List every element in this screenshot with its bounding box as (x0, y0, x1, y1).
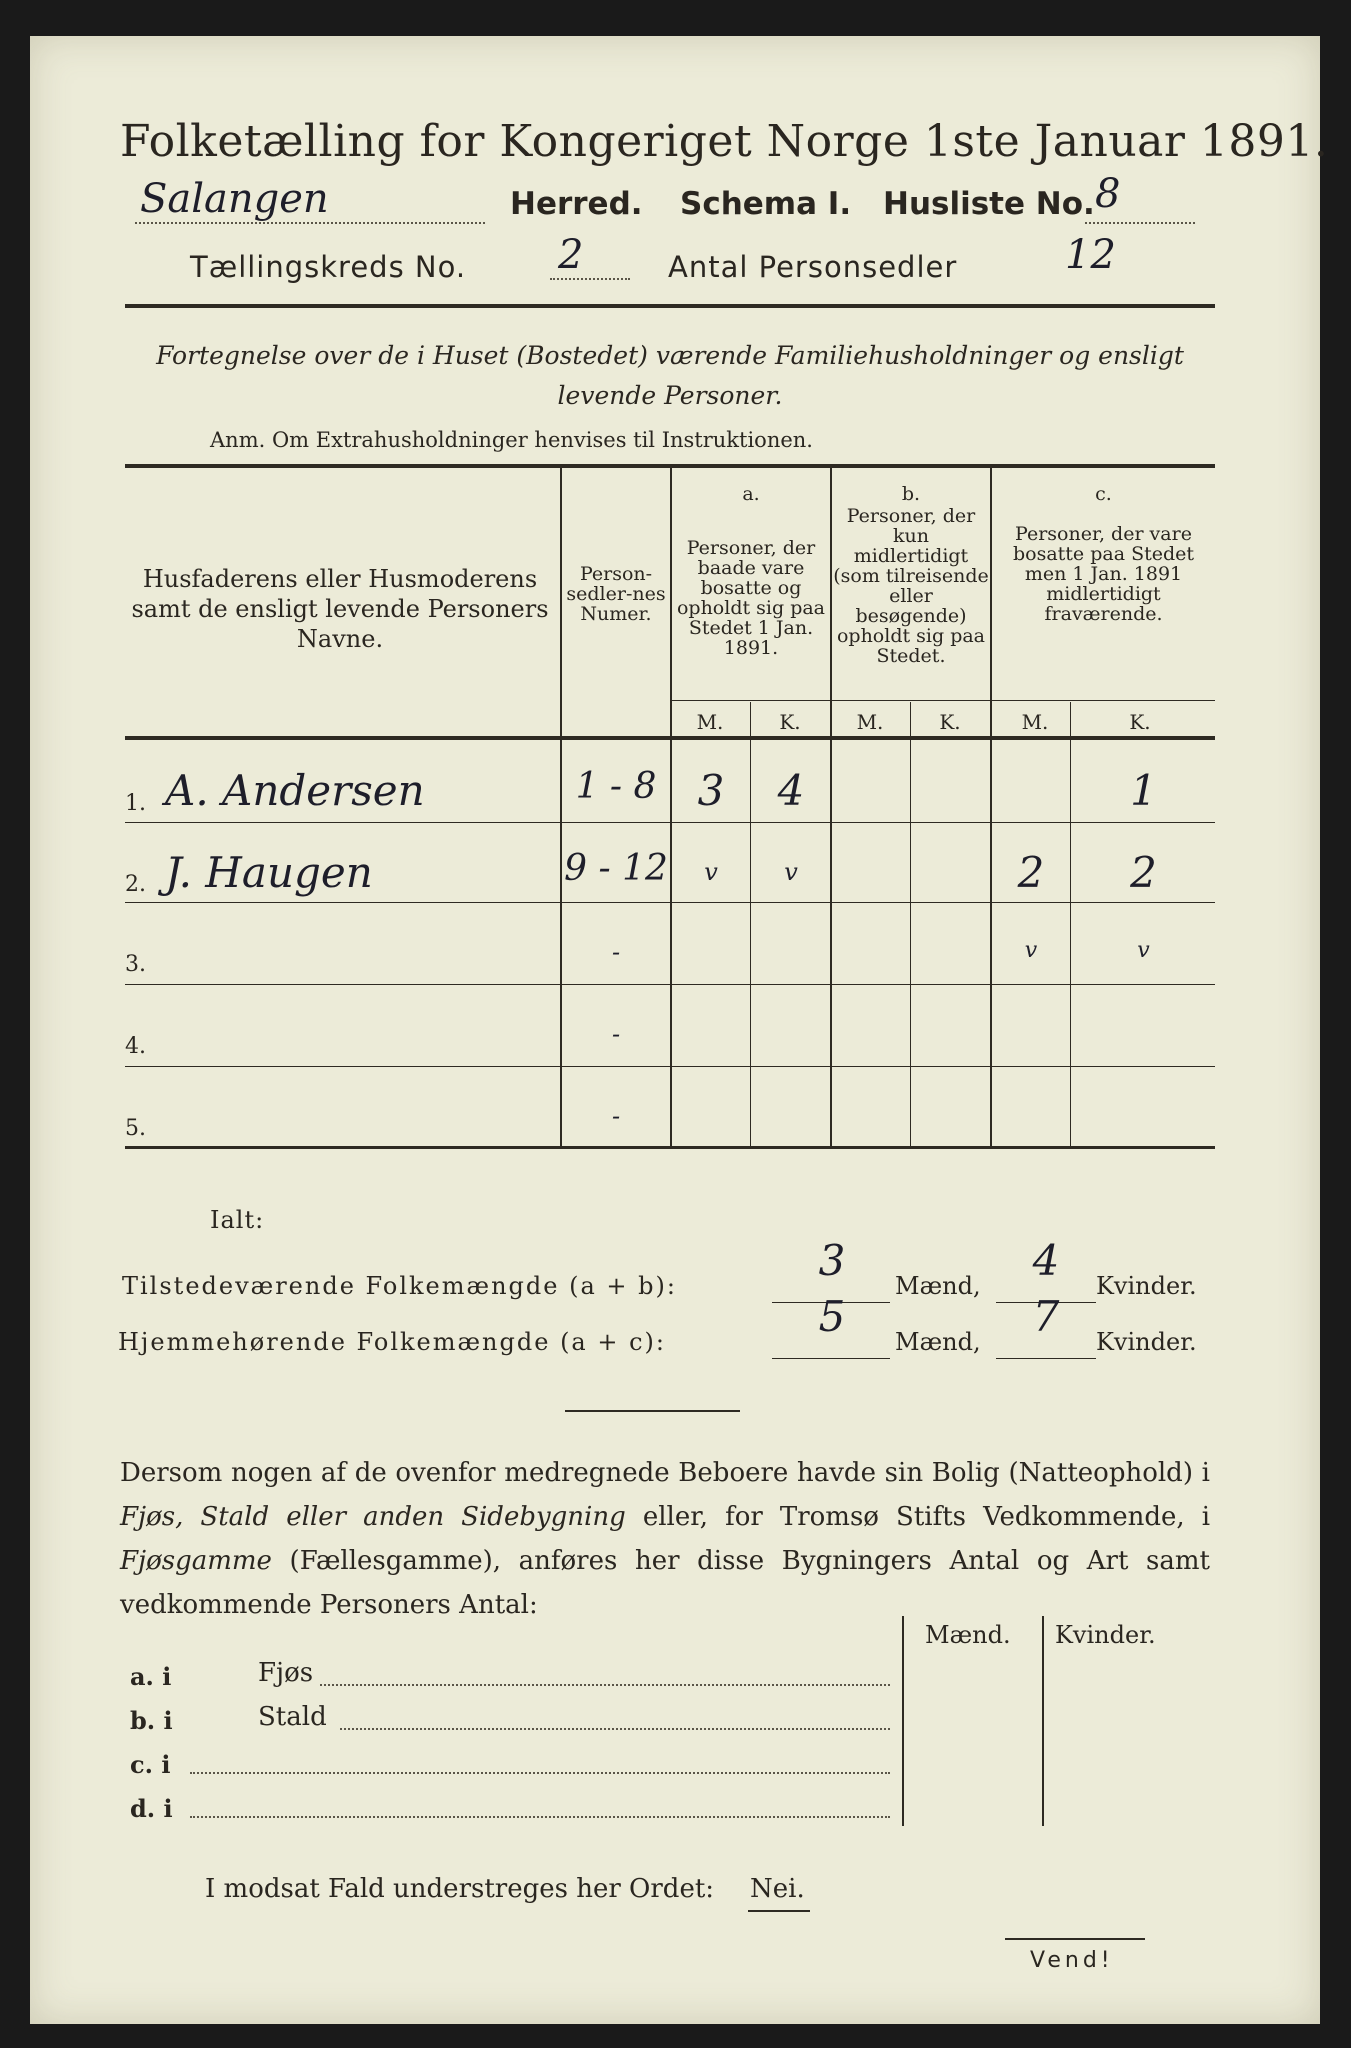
header-a-m: M. (696, 710, 724, 734)
row-number: 3. (125, 952, 146, 977)
para-part-5: (Fællesgamme), anføres her disse Bygningers Antal og Art samt vedkommende Personers Antal: (120, 1546, 1210, 1620)
cell-a-m: v (704, 858, 718, 886)
cell-c-k: 1 (1130, 766, 1157, 815)
row-rule-4 (125, 1066, 1215, 1067)
nei-underline (748, 1910, 810, 1912)
para-part-3: eller, for Tromsø Stifts Vedkommende, i (625, 1502, 1211, 1532)
vend-rule (1005, 1938, 1145, 1940)
row-rule-2 (125, 902, 1215, 903)
header-b-letter: b. (901, 483, 921, 505)
sidebygning-paragraph (120, 1451, 1210, 1627)
building-letter-c: c. i (130, 1750, 171, 1779)
tilst-k-value: 4 (1032, 1236, 1060, 1285)
header-b-text: Personer, der kun midlertidigt (som tilreisende eller besøgende) opholdt sig paa Stedet. (833, 505, 989, 667)
antal-number: 12 (1065, 232, 1116, 278)
person-numbers: - (611, 1102, 621, 1130)
kreds-label: Tællingskreds No. (190, 250, 467, 284)
person-numbers: - (611, 1020, 621, 1048)
building-letter-a: a. i (130, 1662, 172, 1691)
buildings-maend-header: Mænd. (925, 1621, 1011, 1649)
herred-label: Herred. (510, 186, 643, 222)
row-rule-3 (125, 984, 1215, 985)
header-names: Husfaderens eller Husmoderens samt de ensligt levende Personers Navne. (131, 565, 549, 653)
hjem-label: Hjemmehørende Folkemængde (a + c): (118, 1328, 666, 1356)
hjem-k-line (996, 1358, 1096, 1359)
header-c-k: K. (1129, 710, 1151, 734)
cell-c-k: 2 (1130, 848, 1157, 897)
header-c-letter: c. (1095, 483, 1112, 505)
col-divider-4 (990, 466, 992, 1148)
husliste-dotline (1085, 222, 1195, 224)
col-divider-a-mk (750, 702, 751, 1148)
hjem-m-line (772, 1358, 890, 1359)
row-rule-1 (125, 822, 1215, 823)
cell-a-k: 4 (777, 766, 805, 815)
nei-instruction: I modsat Fald understreges her Ordet: (205, 1874, 715, 1904)
section-divider (565, 1410, 740, 1412)
building-letter-d: d. i (130, 1794, 173, 1823)
building-dotline-d (190, 1816, 890, 1818)
header-b-k: K. (939, 710, 961, 734)
col-divider-b-mk (910, 702, 911, 1148)
hjem-m-value: 5 (818, 1292, 846, 1341)
cell-a-m: 3 (697, 766, 725, 815)
header-c-m: M. (1021, 710, 1049, 734)
building-dotline-b (340, 1728, 890, 1730)
header-a-k: K. (779, 710, 801, 734)
hjem-k-value: 7 (1032, 1292, 1060, 1341)
herred-name: Salangen (140, 176, 329, 222)
antal-label: Antal Personsedler (668, 250, 958, 284)
household-name: J. Haugen (165, 848, 373, 897)
person-numbers: 9 - 12 (564, 848, 668, 889)
kreds-dotline (550, 278, 630, 280)
header-a-letter: a. (742, 483, 760, 505)
building-label-stald: Stald (258, 1702, 327, 1732)
header-c-text: Personer, der vare bosatte paa Stedet men 1 Jan. 1891 midlertidigt fraværende. (1012, 523, 1195, 625)
herred-dotline (135, 222, 485, 224)
row-number: 5. (125, 1116, 146, 1141)
buildings-divider-2 (1042, 1616, 1044, 1826)
tilst-label: Tilstedeværende Folkemængde (a + b): (122, 1272, 677, 1300)
anm-note: Anm. Om Extrahusholdninger henvises til Instruktionen. (210, 428, 813, 452)
building-dotline-a (320, 1684, 890, 1686)
husliste-number: 8 (1095, 171, 1121, 217)
cell-c-m: v (1024, 938, 1038, 963)
hjem-maend-label: Mænd, (895, 1328, 981, 1356)
para-part-1: Dersom nogen af de ovenfor medregnede Beboere havde sin Bolig (Natteophold) i (120, 1458, 1210, 1488)
buildings-kvinder-header: Kvinder. (1055, 1621, 1156, 1649)
census-form-page (30, 36, 1329, 2024)
header-b-m: M. (856, 710, 884, 734)
tilst-m-value: 3 (818, 1236, 846, 1285)
ialt-label: Ialt: (210, 1206, 265, 1234)
vend-label: Vend! (1030, 1948, 1114, 1973)
household-name: A. Andersen (165, 766, 425, 815)
person-numbers: - (611, 938, 621, 966)
header-numer: Person-sedler-nes Numer. (566, 563, 666, 625)
building-label-fjos: Fjøs (258, 1658, 314, 1688)
tilst-kvinder-label: Kvinder. (1096, 1272, 1197, 1300)
buildings-divider-1 (902, 1616, 904, 1826)
kreds-number: 2 (558, 232, 584, 278)
para-part-4: Fjøsgamme (120, 1546, 272, 1576)
building-dotline-c (190, 1772, 890, 1774)
building-letter-b: b. i (130, 1706, 173, 1735)
schema-label: Schema I. (680, 186, 852, 222)
husliste-label: Husliste No. (883, 186, 1095, 222)
person-numbers: 1 - 8 (575, 766, 657, 807)
hjem-kvinder-label: Kvinder. (1096, 1328, 1197, 1356)
row-number: 4. (125, 1034, 146, 1059)
header-a-text: Personer, der baade vare bosatte og opholdt sig paa Stedet 1 Jan. 1891. (676, 537, 826, 659)
mk-subheader-rule (672, 700, 1215, 701)
form-title: Folketælling for Kongeriget Norge 1ste Januar 1891. (120, 116, 1329, 167)
col-divider-c-mk (1070, 702, 1071, 1148)
cell-a-k: v (784, 858, 798, 886)
para-part-2: Fjøs, Stald eller anden Sidebygning (120, 1502, 626, 1532)
row-number: 2. (125, 872, 146, 897)
cell-c-k: v (1137, 938, 1150, 963)
cell-c-m: 2 (1017, 848, 1045, 897)
nei-word: Nei. (750, 1874, 805, 1904)
intro-text: Fortegnelse over de i Huset (Bostedet) værende Familiehusholdninger og ensligt levende Personer. (156, 341, 1184, 410)
tilst-maend-label: Mænd, (895, 1272, 981, 1300)
col-divider-3 (830, 466, 832, 1148)
title-rule (125, 304, 1215, 308)
row-number: 1. (125, 791, 146, 816)
